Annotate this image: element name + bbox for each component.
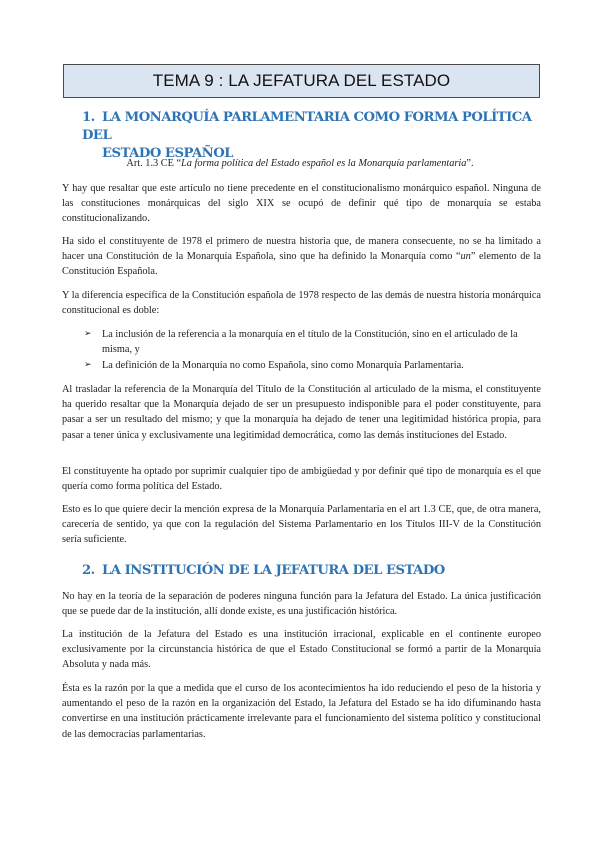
quote-suffix: ”. [466,158,474,169]
paragraph-2-2: La institución de la Jefatura del Estado es una institución irracional, explicable en el continente europeo exclusivamente por la circunstancia histórica de que el Estado Constitucional se formó a partir de la Monarquía Absoluta y nada más. [62,629,541,671]
bullet-text: La definición de la Monarquía no como Española, sino como Monarquía Parlamentaria. [102,360,464,371]
page-title: TEMA 9 : LA JEFATURA DEL ESTADO [63,64,540,98]
arrow-bullet-icon: ➢ [84,329,92,339]
paragraph-1-5: El constituyente ha optado por suprimir cualquier tipo de ambigüedad y por definir qué tipo de monarquía es el que quería como forma política del Estado. [62,466,541,493]
paragraph-2-1: No hay en la teoría de la separación de poderes ninguna función para la Jefatura del Estado. La única justificación que se puede dar de la institución, allí donde existe, es una justificación histórica. [62,591,541,618]
bullet-item [84,358,542,373]
bullet-text: La inclusión de la referencia a la monarquía en el título de la Constitución, sino en el articulado de la misma, y [102,329,518,356]
section-2-heading-text: LA INSTITUCIÓN DE LA JEFATURA DEL ESTADO [102,563,445,578]
section-1-heading-cont: ESTADO ESPAÑOL [102,146,233,161]
section-1-number: 1. [82,110,95,125]
paragraph-1-2-b: ” elemento de la Constitución Española. [62,251,541,278]
paragraph-1-1: Y hay que resaltar que este artículo no tiene precedente en el constitucionalismo monárquico español. Ninguna de las constituciones monárquicas del siglo XIX se ocupó de definir qué tipo de monarquía se estaba constitucionalizando. [62,183,541,225]
paragraph-2-3: Ésta es la razón por la que a medida que el curso de los acontecimientos ha ido reduciendo el peso de la historia y aumentando el peso de la razón en la organización del Estado, la Jefatura del Estado se ha ido difuminando hasta convertirse en una institución prácticamente irrelevante para el funcionamiento del sistema político y constitucional de las democracias parlamentarias. [62,683,541,740]
paragraph-1-2-a: Ha sido el constituyente de 1978 el primero de nuestra historia que, de manera consecuente, no se ha limitado a hacer una Constitución de la Monarquía Española, sino que ha definido la Monarquía como “ [62,236,541,263]
paragraph-1-2 [62,234,541,280]
section-2-heading [82,562,552,580]
paragraph-1-3: Y la diferencia específica de la Constitución española de 1978 respecto de las demás de nuestra historia monárquica constitucional es doble: [62,290,541,317]
paragraph-1-6: Esto es lo que quiere decir la mención expresa de la Monarquía Parlamentaria en el art 1.3 CE, que, de otra manera, carecería de sentido, ya que con la regulación del Sistema Parlamentario en los Títulos III-V de la Constitución sería suficiente. [62,504,541,546]
quote-prefix: Art. 1.3 CE “ [126,158,182,169]
section-1-heading-text: LA MONARQUÍA PARLAMENTARIA COMO FORMA POLÍTICA DEL [82,110,532,143]
paragraph-1-2-em: un [460,251,471,263]
quote-text: La forma política del Estado español es la Monarquía parlamentaria [181,158,467,169]
section-1-heading [82,109,552,163]
paragraph-1-4: Al trasladar la referencia de la Monarquía del Título de la Constitución al articulado de la misma, el constituyente ha querido resaltar que la Monarquía dejado de ser un presupuesto indisponible para el poder constituyente, para pasar a ser un resultado del mismo; y que la monarquía ha dejado de tener una legitimidad histórica propia, para pasar a tener única y exclusivamente una legitimidad democrática, como las demás instituciones del Estado. [62,384,541,441]
arrow-bullet-icon: ➢ [84,360,92,370]
article-quote [62,157,538,170]
section-2-number: 2. [82,563,95,578]
bullet-item [84,327,542,357]
